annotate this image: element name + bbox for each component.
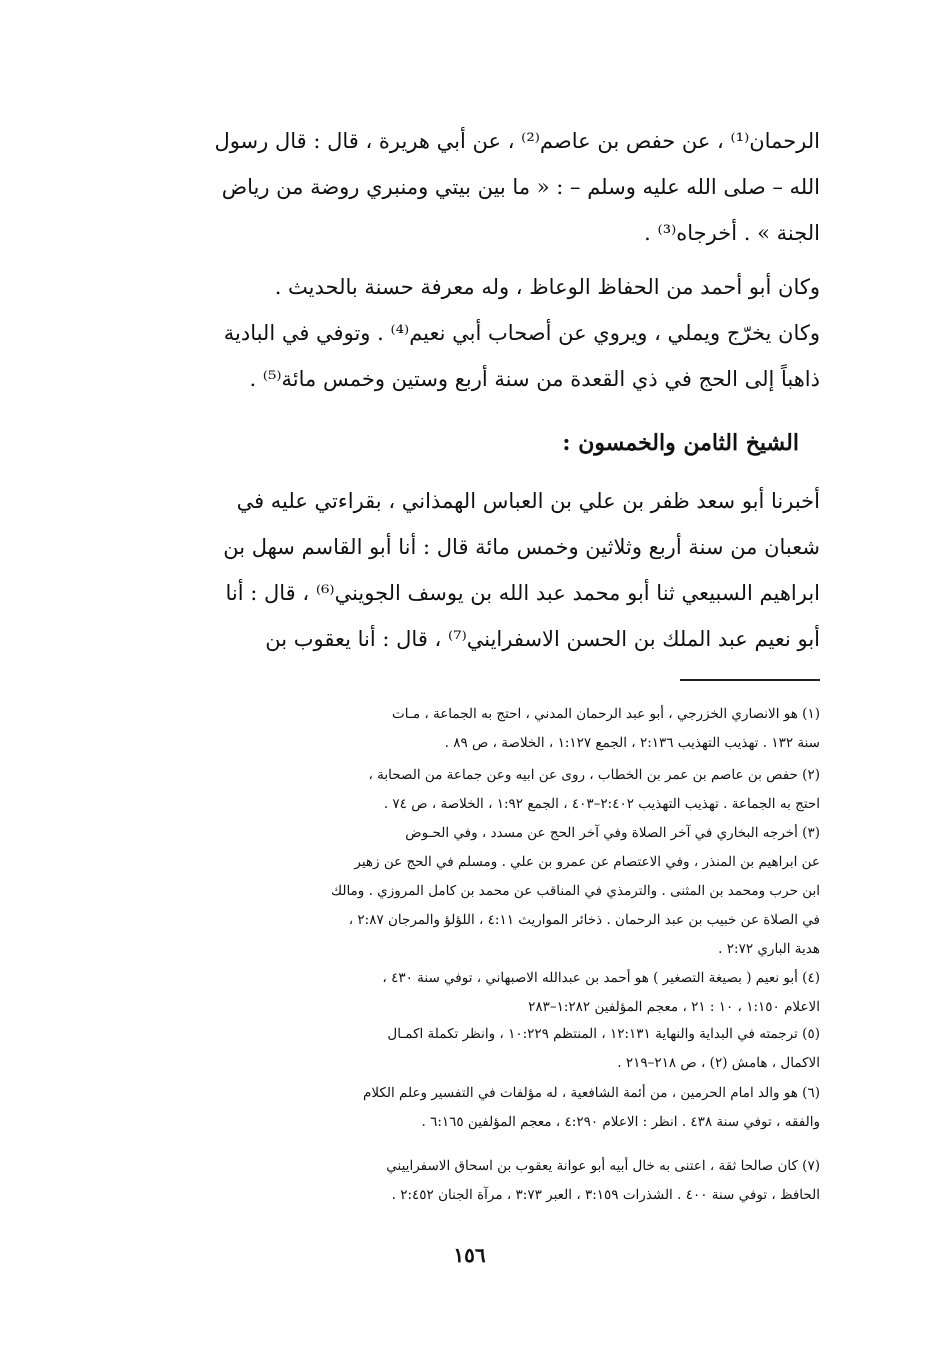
footnote-line: عن ابراهيم بن المنذر ، وفي الاعتصام عن عمرو بن علي . ومسلم في الحج عن زهير: [354, 854, 820, 870]
footnote-separator: [680, 679, 820, 681]
footnote-line: (٦) هو والد امام الحرمين ، من أئمة الشافعية ، له مؤلفات في التفسير وعلم الكلام: [363, 1085, 820, 1101]
footnote-line: (٥) ترجمته في البداية والنهاية ١٢:١٣١ ، المنتظم ١٠:٢٢٩ ، وانظر تكملة اكمـال: [387, 1026, 820, 1042]
footnote-4: [60, 964, 820, 1022]
footnote-1: [60, 700, 820, 758]
footnote-line: الاعلام ١:١٥٠ ، ١٠ : ٢١ ، معجم المؤلفين ١:٢٨٢–٢٨٣: [528, 999, 820, 1015]
footnote-line: الحافظ ، توفي سنة ٤٠٠ . الشذرات ٣:١٥٩ ، العبر ٣:٧٣ ، مرآة الجنان ٢:٤٥٢ .: [391, 1187, 820, 1203]
text-line: ذاهباً إلى الحج في ذي القعدة من سنة أربع وستين وخمس مائة⁽⁵⁾ .: [249, 367, 820, 391]
text-line: الجنة » . أخرجاه⁽³⁾ .: [644, 221, 820, 245]
footnote-6: [60, 1079, 820, 1137]
text-line: وكان أبو أحمد من الحفاظ الوعاظ ، وله معرفة حسنة بالحديث .: [274, 275, 820, 299]
footnote-7: [60, 1152, 820, 1210]
footnote-5: [60, 1020, 820, 1078]
section-heading: الشيخ الثامن والخمسون :: [562, 430, 799, 456]
footnote-line: (٢) حفص بن عاصم بن عمر بن الخطاب ، روى عن ابيه وعن جماعة من الصحابة ،: [368, 767, 820, 783]
paragraph-3: [60, 478, 820, 662]
text-line: ابراهيم السبيعي ثنا أبو محمد عبد الله بن يوسف الجويني⁽⁶⁾ ، قال : أنا: [225, 581, 820, 605]
text-line: أبو نعيم عبد الملك بن الحسن الاسفرايني⁽⁷⁾ ، قال : أنا يعقوب بن: [265, 627, 820, 651]
text-line: الله – صلى الله عليه وسلم – : « ما بين بيتي ومنبري روضة من رياض: [221, 175, 820, 199]
footnote-line: الاكمال ، هامش (٢) ، ص ٢١٨–٢١٩ .: [617, 1055, 820, 1071]
page-number: ١٥٦: [453, 1243, 486, 1267]
footnote-line: (٧) كان صالحا ثقة ، اعتنى به خال أبيه أبو عوانة يعقوب بن اسحاق الاسفراييني: [386, 1158, 820, 1174]
text-line: أخبرنا أبو سعد ظفر بن علي بن العباس الهمذاني ، بقراءتي عليه في: [236, 489, 820, 513]
text-line: الرحمان⁽¹⁾ ، عن حفص بن عاصم⁽²⁾ ، عن أبي هريرة ، قال : قال رسول: [214, 129, 820, 153]
footnote-line: هدية الباري ٢:٧٢ .: [718, 941, 820, 957]
footnote-3: [60, 819, 820, 964]
footnote-line: (١) هو الانصاري الخزرجي ، أبو عبد الرحمان المدني ، احتج به الجماعة ، مـات: [392, 706, 820, 722]
footnote-line: (٤) أبو نعيم ( بصيغة التصغير ) هو أحمد بن عبدالله الاصبهاني ، توفي سنة ٤٣٠ ،: [382, 970, 820, 986]
footnote-line: (٣) أخرجه البخاري في آخر الصلاة وفي آخر الحج عن مسدد ، وفي الحـوض: [405, 825, 820, 841]
text-line: وكان يخرّج ويملي ، ويروي عن أصحاب أبي نعيم⁽⁴⁾ . وتوفي في البادية: [223, 321, 820, 345]
footnote-line: سنة ١٣٢ . تهذيب التهذيب ٢:١٣٦ ، الجمع ١:١٢٧ ، الخلاصة ، ص ٨٩ .: [444, 735, 820, 751]
footnote-2: [60, 761, 820, 819]
paragraph-2: [60, 264, 820, 402]
paragraph-1: [60, 118, 820, 256]
footnote-line: احتج به الجماعة . تهذيب التهذيب ٢:٤٠٢–٤٠٣ ، الجمع ١:٩٢ ، الخلاصة ، ص ٧٤ .: [383, 796, 820, 812]
text-line: شعبان من سنة أربع وثلاثين وخمس مائة قال : أنا أبو القاسم سهل بن: [223, 535, 820, 559]
footnote-line: ابن حرب ومحمد بن المثنى . والترمذي في المناقب عن محمد بن كامل المروزي . ومالك: [330, 883, 820, 899]
footnote-line: والفقه ، توفي سنة ٤٣٨ . انظر : الاعلام ٤:٢٩٠ ، معجم المؤلفين ٦:١٦٥ .: [421, 1114, 820, 1130]
footnote-line: في الصلاة عن خبيب بن عبد الرحمان . ذخائر المواريث ٤:١١ ، اللؤلؤ والمرجان ٢:٨٧ ،: [348, 912, 820, 928]
